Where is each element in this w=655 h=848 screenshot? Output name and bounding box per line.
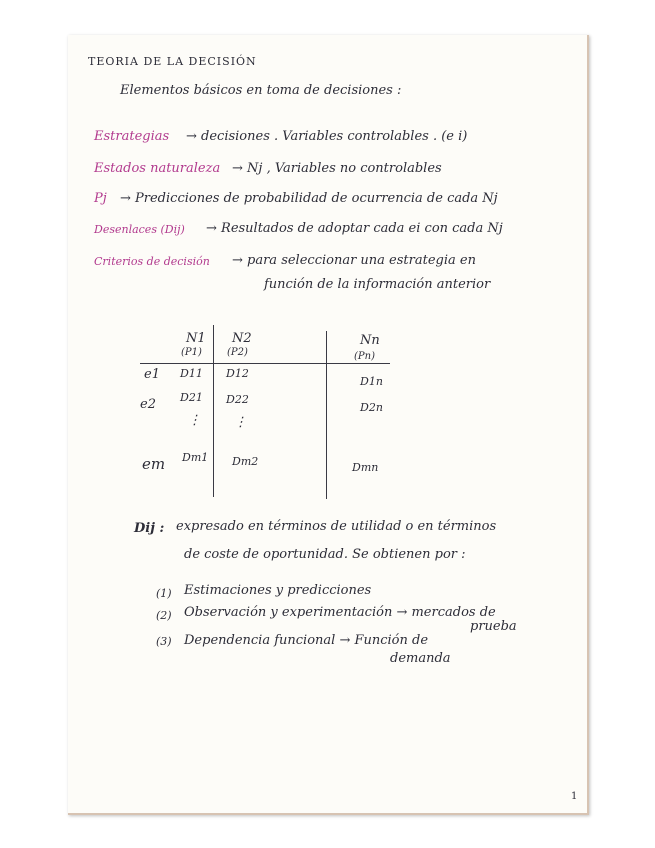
matrix-header-line	[140, 363, 390, 364]
row-label-e1: e1	[144, 367, 160, 382]
row-label-e2: e2	[140, 397, 156, 412]
cell-dm1: Dm1	[182, 451, 209, 464]
dots-col2: ⋮	[234, 415, 247, 430]
page-title: TEORIA DE LA DECISIÓN	[88, 55, 257, 68]
term-desenlaces: Desenlaces (Dij)	[94, 223, 185, 236]
subtitle: Elementos básicos en toma de decisiones :	[120, 83, 402, 98]
col-prob-p1: (P1)	[181, 347, 202, 358]
cell-d1n: D1n	[360, 375, 383, 388]
def-pj: → Predicciones de probabilidad de ocurrencia de cada Nj	[120, 191, 498, 206]
col-header-n1: N1	[186, 331, 206, 346]
cell-d21: D21	[180, 391, 203, 404]
dij-line-1: expresado en términos de utilidad o en términos	[176, 519, 497, 534]
cell-d22: D22	[226, 393, 249, 406]
cell-d2n: D2n	[360, 401, 383, 414]
def-criterios-cont: función de la información anterior	[264, 277, 491, 292]
page-number: 1	[571, 791, 578, 802]
col-prob-p2: (P2)	[227, 347, 248, 358]
col-prob-pn: (Pn)	[354, 351, 375, 362]
matrix-divider-1	[213, 325, 214, 497]
method-3-text: Dependencia funcional → Función de	[184, 633, 429, 648]
def-estrategias: → decisiones . Variables controlables . (e i)	[186, 129, 468, 144]
cell-dm2: Dm2	[232, 455, 259, 468]
def-desenlaces: → Resultados de adoptar cada ei con cada Nj	[206, 221, 503, 236]
dots-col1: ⋮	[188, 413, 201, 428]
cell-d12: D12	[226, 367, 249, 380]
dij-line-2: de coste de oportunidad. Se obtienen por :	[184, 547, 466, 562]
term-estrategias: Estrategias	[94, 129, 170, 144]
term-estados-naturaleza: Estados naturaleza	[94, 161, 221, 176]
def-criterios: → para seleccionar una estrategia en	[232, 253, 476, 268]
method-1-num: (1)	[156, 587, 172, 600]
dij-term: Dij :	[134, 521, 165, 536]
method-2-num: (2)	[156, 609, 172, 622]
cell-d11: D11	[180, 367, 203, 380]
col-header-n2: N2	[232, 331, 252, 346]
term-criterios: Criterios de decisión	[94, 255, 210, 268]
method-2-text: Observación y experimentación → mercados de	[184, 605, 496, 620]
col-header-nn: Nn	[360, 333, 380, 348]
row-label-em: em	[142, 455, 166, 473]
method-3-num: (3)	[156, 635, 172, 648]
def-estados-naturaleza: → Nj , Variables no controlables	[232, 161, 442, 176]
cell-dmn: Dmn	[352, 461, 379, 474]
term-pj: Pj	[94, 191, 107, 206]
matrix-divider-2	[326, 331, 327, 499]
notebook-page	[68, 35, 589, 815]
method-3-text-cont: demanda	[390, 651, 451, 666]
method-2-text-cont: prueba	[470, 619, 517, 634]
method-1-text: Estimaciones y predicciones	[184, 583, 372, 598]
